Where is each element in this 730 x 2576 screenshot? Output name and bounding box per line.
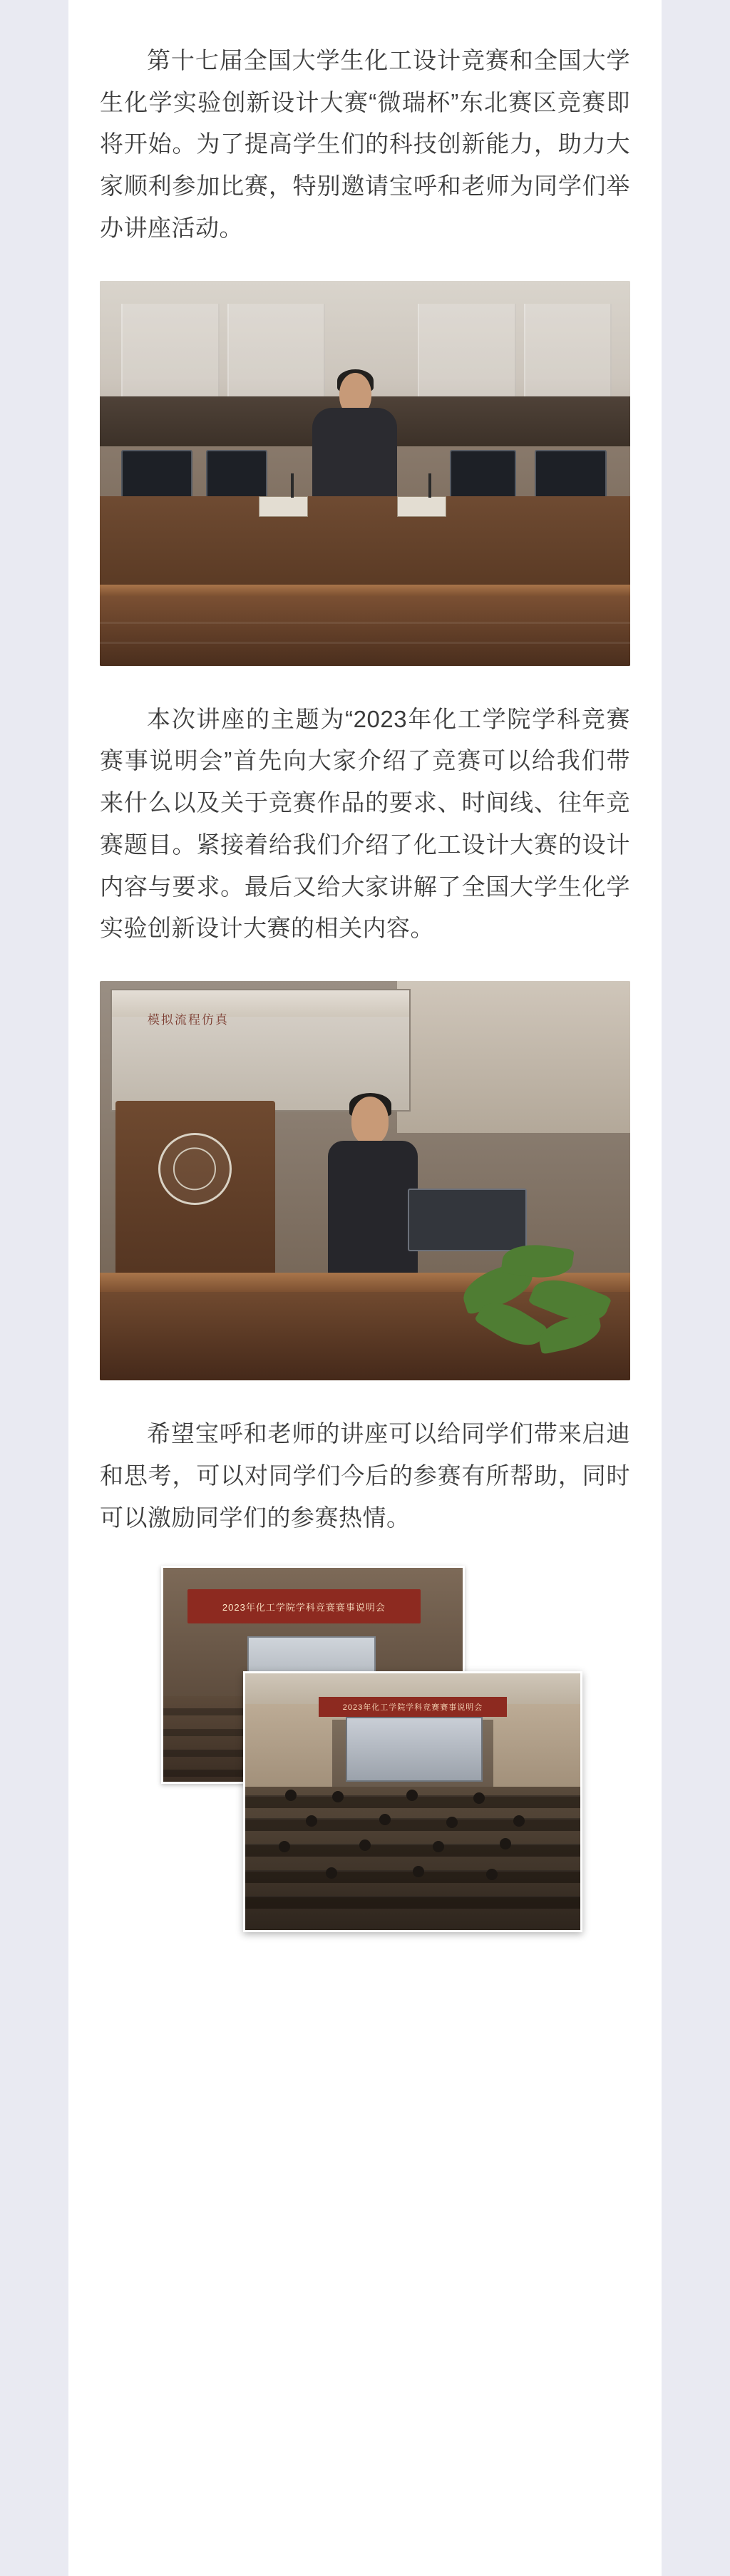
paragraph-2: 本次讲座的主题为“2023年化工学院学科竞赛赛事说明会”首先向大家介绍了竞赛可以给我们带来什么以及关于竞赛作品的要求、时间线、往年竞赛题目。紧接着给我们介绍了化工设计大赛的设计内容与要求。最后又给大家讲解了全国大学生化学实验创新设计大赛的相关内容。 [100,705,630,942]
photo4-projection-screen [346,1717,483,1781]
figure-lecturer-at-desk [68,281,662,666]
photo1-desk-front [100,596,630,665]
photo1-desk-line [100,622,630,624]
photo-lecturer-at-desk [100,281,630,666]
bottom-spacer [68,1965,662,1986]
article-content [68,0,662,2576]
photo2-university-emblem [158,1133,232,1205]
photo2-leaf [535,1312,604,1355]
photo4-seat-row [243,1844,582,1857]
photo-hall-front [243,1671,582,1932]
photo2-emblem-inner [173,1148,216,1190]
photo4-attendee [513,1815,525,1827]
left-margin-rail [0,0,68,2576]
photo1-desk-top [100,585,630,597]
photo4-seating [245,1787,580,1931]
photo1-nameplate [397,496,446,517]
photo1-microphone [428,473,431,498]
photo4-attendee [413,1866,424,1877]
paragraph-3: 希望宝呼和老师的讲座可以给同学们带来启迪和思考，可以对同学们今后的参赛有所帮助，同时可以激励同学们的参赛热情。 [100,1420,630,1531]
paragraph-block-2 [68,699,662,950]
photo2-person-head [351,1097,389,1144]
paragraph-1: 第十七届全国大学生化工设计竞赛和全国大学生化学实验创新设计大赛“微瑞杯”东北赛区竞赛即将开始。为了提高学生们的科技创新能力，助力大家顺利参加比赛，特别邀请宝呼和老师为同学们举办讲座活动。 [100,47,630,241]
photo1-microphone [291,473,294,498]
photo4-banner [319,1697,506,1718]
photo4-attendee [486,1869,498,1880]
right-margin-rail [662,0,730,2576]
photo4-attendee [326,1867,337,1879]
photo2-potted-plant [456,1228,615,1364]
figure-lecturer-at-podium [68,981,662,1380]
photo2-screen-text: 模拟流程仿真 [147,1013,229,1027]
photo2-wall [397,981,630,1133]
photo1-desk-line [100,642,630,644]
photo1-nameplate [259,496,308,517]
photo4-seat-row [243,1896,582,1909]
photo4-attendee [446,1817,458,1828]
photo4-attendee [406,1790,418,1801]
photo4-banner-text: 2023年化工学院学科竞赛赛事说明会 [342,1703,483,1713]
photo1-desk [100,496,630,666]
photo4-attendee [379,1814,391,1825]
photo3-banner-text: 2023年化工学院学科竞赛赛事说明会 [222,1601,386,1613]
paragraph-block-1 [68,40,662,250]
photo3-banner [187,1589,421,1623]
photo4-attendee [359,1839,371,1851]
figure-group-hall-photos [68,1566,662,1965]
paragraph-block-3 [68,1413,662,1539]
photo-lecturer-at-podium [100,981,630,1380]
photo4-attendee [306,1815,317,1827]
photo4-attendee [473,1792,485,1804]
photo4-seat-row [243,1818,582,1831]
photo2-person-body [328,1141,418,1276]
photo4-attendee [332,1791,344,1802]
